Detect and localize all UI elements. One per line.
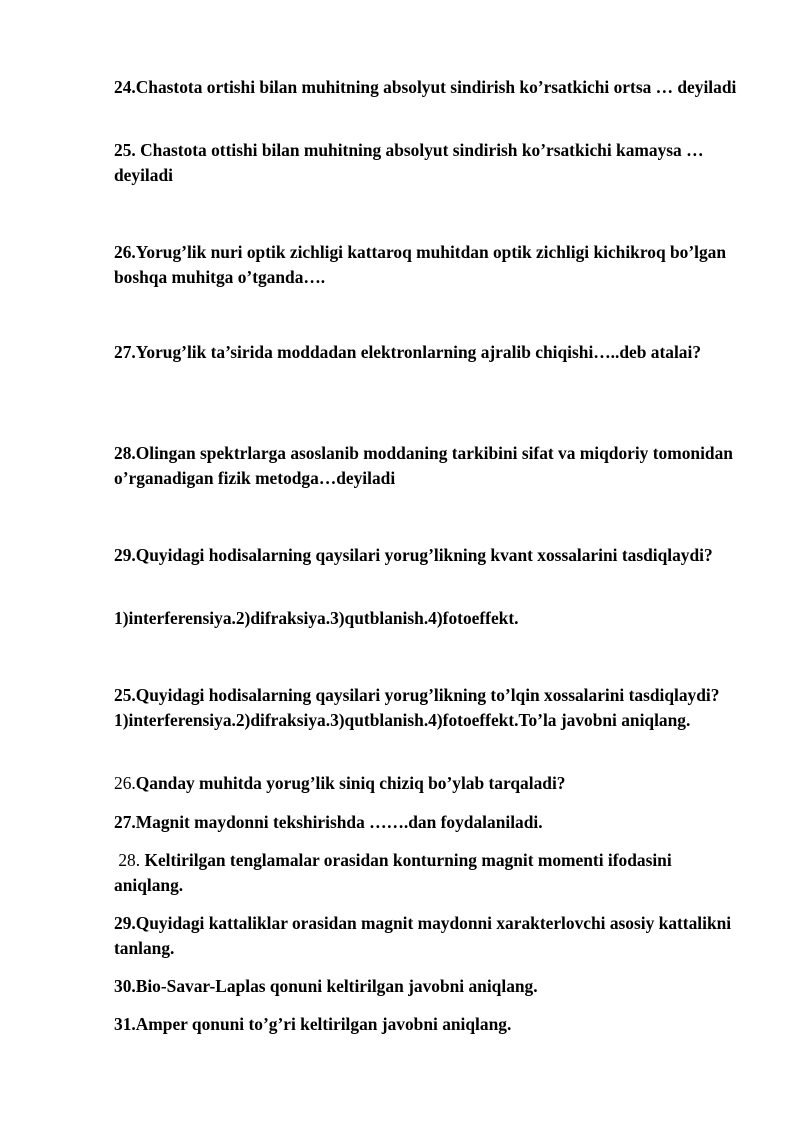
question-29-magnetic-quantity: 29.Quyidagi kattaliklar orasidan magnit maydonni xarakterlovchi asosiy kattalikni tanlang. <box>114 913 732 958</box>
question-25-ref-index-decrease: 25. Chastota ottishi bilan muhitning absolyut sindirish ko’rsatkichi kamaysa … deyiladi <box>114 140 704 185</box>
question-number: 26. <box>114 773 136 793</box>
question-24-ref-index-increase: 24.Chastota ortishi bilan muhitning absolyut sindirish ko’rsatkichi ortsa … deyiladi <box>114 77 737 97</box>
question-25-wave-properties: 25.Quyidagi hodisalarning qaysilari yorug’likning to’lqin xossalarini tasdiqlaydi? 1)interferensiya.2)difraksiya.3)qutblanish.4)fotoeffekt.To’la javobni aniqlang. <box>114 685 720 730</box>
question-31-ampere-law: 31.Amper qonuni to’g’ri keltirilgan javobni aniqlang. <box>114 1014 512 1034</box>
answer-options-line: 1)interferensiya.2)difraksiya.3)qutblanish.4)fotoeffekt. <box>114 608 519 628</box>
question-26-total-reflection: 26.Yorug’lik nuri optik zichligi kattaroq muhitdan optik zichligi kichikroq bo’lgan boshqa muhitga o’tganda…. <box>114 242 727 287</box>
question-text: Qanday muhitda yorug’lik siniq chiziq bo’ylab tarqaladi? <box>135 773 566 793</box>
question-27-photoeffect: 27.Yorug’lik ta’sirida moddadan elektronlarning ajralib chiqishi…..deb atalai? <box>114 342 702 362</box>
question-27-magnetic-field: 27.Magnit maydonni tekshirishda …….dan foydalaniladi. <box>114 812 543 832</box>
question-30-biot-savart: 30.Bio-Savar-Laplas qonuni keltirilgan javobni aniqlang. <box>114 976 538 996</box>
question-28-spectral-analysis: 28.Olingan spektrlarga asoslanib moddaning tarkibini sifat va miqdoriy tomonidan o’rganadigan fizik metodga…deyiladi <box>114 443 733 488</box>
question-28-magnetic-moment <box>114 848 739 898</box>
question-number: 28. <box>114 850 145 870</box>
question-26-broken-line-medium <box>114 771 739 796</box>
question-29-quantum-properties: 29.Quyidagi hodisalarning qaysilari yorug’likning kvant xossalarini tasdiqlaydi? <box>114 545 713 565</box>
question-text: Keltirilgan tenglamalar orasidan konturning magnit momenti ifodasini aniqlang. <box>114 850 672 895</box>
